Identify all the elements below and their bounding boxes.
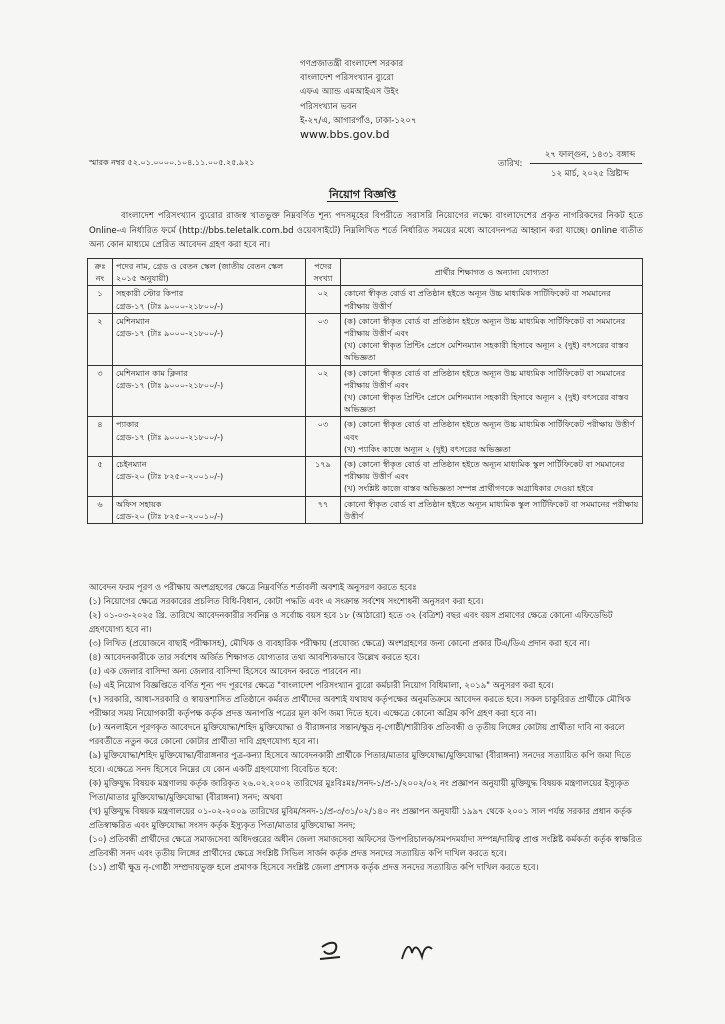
row-post bbox=[113, 417, 306, 457]
row-count: ৭৭ bbox=[306, 496, 341, 523]
requirement-item: কোনো স্বীকৃত বোর্ড বা প্রতিষ্ঠান হইতে অন্যূন মাধ্যমিক স্কুল সার্টিফিকেট বা সমমানের পরীক্ষায় উত্তীর্ণ bbox=[344, 498, 639, 521]
requirement-item: (ক) কোনো স্বীকৃত বোর্ড বা প্রতিষ্ঠান হইতে অন্যূন উচ্চ মাধ্যমিক সার্টিফিকেট বা সমমানের পরীক্ষায় উত্তীর্ণ এবং bbox=[344, 315, 626, 339]
row-count: ০৩ bbox=[306, 313, 341, 365]
post-grade: গ্রেড-১৭ (টাঃ ৯০০০-২১৮০০/-) bbox=[116, 328, 224, 339]
row-requirements bbox=[341, 313, 643, 365]
post-grade: গ্রেড-১৭ (টাঃ ৯০০০-২১৮০০/-) bbox=[116, 431, 224, 442]
row-sl: ৩ bbox=[88, 365, 113, 417]
notice-title bbox=[0, 186, 725, 205]
table-row bbox=[88, 286, 643, 313]
handwritten-initials-icon bbox=[318, 937, 438, 967]
office-header bbox=[300, 57, 500, 142]
row-post bbox=[113, 286, 306, 313]
conditions-intro: আবেদন ফরম পূরণ ও পরীক্ষায় অংশগ্রহণের ক্ষেত্রে নিম্নবর্ণিত শর্তাবলী অবশ্যই অনুসরণ করতে হবেঃ bbox=[89, 582, 417, 592]
condition-item: (১) নিয়োগের ক্ষেত্রে সরকারের প্রচলিত বিধি-বিধান, কোটা পদ্ধতি এবং এ সংক্রান্ত সর্বশেষ সংশোধনী অনুসরণ করা হবে। bbox=[89, 596, 484, 606]
post-grade: গ্রেড-১৭ (টাঃ ৯০০০-২১৮০০/-) bbox=[116, 379, 224, 390]
memo-number: স্মারক নম্বর ৫২.০১.০০০০.১০৪.১১.০০৫.২৫.৯২১ bbox=[89, 158, 255, 167]
post-name: প্যাকার bbox=[116, 419, 139, 430]
header-requirements: প্রার্থীর শিক্ষাগত ও অন্যান্য যোগ্যতা bbox=[341, 259, 643, 286]
condition-item: (খ) মুক্তিযুদ্ধ বিষয়ক মন্ত্রণালয়ের ০১-০২-২০০৯ তারিখের মুবিম/সনদ-১/প্র-৩/৩১/০২/১৪০ নং প্রজ্ঞাপন অনুযায়ী ১৯৯৭ থেকে ২০০১ সাল পর্যন্ত সরকার প্রধান কর্তৃক প্রতিস্বাক্ষরিত এবং মুক্তিযোদ্ধা সংসদ কর্তৃক ইস্যুকৃত পিতা/মাতার মুক্তিযোদ্ধা সনদ; bbox=[89, 806, 632, 830]
posts-table bbox=[87, 258, 643, 524]
condition-item: (৭) সরকারি, আধা-সরকারি ও স্বায়ত্তশাসিত প্রতিষ্ঠানে কর্মরত প্রার্থীদের অবশ্যই যথাযথ কর্তৃপক্ষের অনুমতিক্রমে আবেদন করতে হবে। সকল চাকুরিরত প্রার্থীকে মৌখিক পরীক্ষার সময় নিয়োগকারী কর্তৃপক্ষ কর্তৃক প্রদত্ত অনাপত্তি পত্রের মূল কপি জমা দিতে হবে। এক্ষেত্রে কোনো অগ্রিম কপি গ্রহণ করা হবে না। bbox=[89, 694, 631, 718]
row-sl: ৬ bbox=[88, 496, 113, 523]
requirement-item: (খ) সংশ্লিষ্ট কাজে বাস্তব অভিজ্ঞতা সম্পন্ন প্রার্থীগণকে অগ্রাধিকার দেওয়া হইবে bbox=[344, 483, 594, 494]
header-line: এফএ অ্যান্ড এমআইএস উইং bbox=[300, 87, 399, 98]
row-requirements bbox=[341, 365, 643, 417]
requirement-item: (ক) কোনো স্বীকৃত বোর্ড বা প্রতিষ্ঠান হইতে অন্যূন মাধ্যমিক স্কুল সার্টিফিকেট বা সমমানের পরীক্ষায় উত্তীর্ণ এবং bbox=[344, 459, 625, 482]
row-count: ০৩ bbox=[306, 417, 341, 457]
requirement-item: (ক) কোনো স্বীকৃত বোর্ড বা প্রতিষ্ঠান হইতে অন্যূন উচ্চ মাধ্যমিক সার্টিফিকেট বা সমমানের পরীক্ষায় উত্তীর্ণ এবং bbox=[344, 367, 626, 390]
requirement-item: কোনো স্বীকৃত বোর্ড বা প্রতিষ্ঠান হইতে অন্যূন উচ্চ মাধ্যমিক সার্টিফিকেট বা সমমানের পরীক্ষায় উত্তীর্ণ bbox=[344, 288, 611, 311]
header-line: গণপ্রজাতন্ত্রী বাংলাদেশ সরকার bbox=[300, 59, 404, 69]
row-sl: ৪ bbox=[88, 417, 113, 457]
row-count: ১৭৯ bbox=[306, 457, 341, 497]
row-sl: ২ bbox=[88, 313, 113, 365]
header-line: ই-২৭/এ, আগারগাঁও, ঢাকা-১২০৭ bbox=[300, 115, 417, 126]
table-row bbox=[88, 496, 643, 523]
condition-item: (৪) আবেদনকারীকে তার সর্বশেষ অর্জিত শিক্ষাগত যোগ্যতার তথ্য আবশ্যিকভাবে উল্লেখ করতে হবে। bbox=[89, 652, 420, 662]
row-requirements bbox=[341, 286, 643, 313]
header-line: বাংলাদেশ পরিসংখ্যান ব্যুরো bbox=[300, 73, 394, 84]
header-sl: ক্রঃ নং bbox=[88, 259, 113, 286]
row-post bbox=[113, 457, 306, 497]
row-requirements bbox=[341, 496, 643, 523]
requirement-item: (খ) কোনো স্বীকৃত প্রিন্টিং প্রেসে মেশিনম্যান সহকারী হিসাবে অন্যূন ২ (দুই) বৎসরের বাস্তব অভিজ্ঞতা bbox=[344, 340, 629, 363]
row-post bbox=[113, 496, 306, 523]
condition-item: (৫) এক জেলার বাসিন্দা অন্য জেলার বাসিন্দা হিসেবে আবেদন করতে পারবেন না। bbox=[89, 666, 362, 676]
row-sl: ৫ bbox=[88, 457, 113, 497]
post-grade: গ্রেড-২০ (টাঃ ৮২৫০-২০০১০/-) bbox=[116, 471, 224, 482]
date-english: ১২ মার্চ, ২০২৫ খ্রিষ্টাব্দ bbox=[550, 169, 629, 179]
post-name: চেইনম্যান bbox=[116, 459, 147, 470]
condition-item: (৬) এই নিয়োগ বিজ্ঞপ্তিতে বর্ণিত শূন্য পদ পূরণের ক্ষেত্রে "বাংলাদেশ পরিসংখ্যান ব্যুরো কর্মচারী নিয়োগ বিধিমালা, ২০১৯" অনুসরণ করা হবে। bbox=[89, 680, 554, 690]
table-row bbox=[88, 313, 643, 365]
condition-item: (৯) মুক্তিযোদ্ধা/শহিদ মুক্তিযোদ্ধা/বীরাঙ্গনার পুত্র-কন্যা হিসেবে আবেদনকারী প্রার্থীকে পিতার/মাতার মুক্তিযোদ্ধা/মুক্তিযোদ্ধা (বীরাঙ্গনা) সনদের সত্যায়িত কপি জমা দিতে হবে। এক্ষেত্রে সনদ হিসেবে নিম্নের যে কোন একটি গ্রহণযোগ্য বিবেচিত হবে: bbox=[89, 750, 631, 774]
date-divider bbox=[530, 163, 642, 164]
table-header-row bbox=[88, 259, 643, 286]
row-post bbox=[113, 365, 306, 417]
requirement-item: (খ) প্যাকিং কাজে অন্যূন ২ (দুই) বৎসরের অভিজ্ঞতা bbox=[344, 443, 511, 454]
intro-paragraph: বাংলাদেশ পরিসংখ্যান ব্যুরোর রাজস্ব খাতভুক্ত নিম্নবর্ণিত শূন্য পদসমূহের বিপরীতে সরাসরি নিয়োগের লক্ষ্যে বাংলাদেশের প্রকৃত নাগরিকদের নিকট হতে Online-এ নির্ধারিত ফর্মে (http://bbs.teletalk.com.bd ওয়েবসাইটে) নিম্নলিখিত শর্তে নির্ধারিত সময়ের মধ্যে আবেদনপত্র আহ্বান করা যাচ্ছে। online ব্যতীত অন্য কোন মাধ্যমে প্রেরিত আবেদন গ্রহণ করা হবে না। bbox=[89, 211, 643, 250]
condition-item: (৩) লিখিত (প্রয়োজনে বাছাই পরীক্ষাসহ), মৌখিক ও ব্যবহারিক পরীক্ষায় (প্রযোজ্য ক্ষেত্রে) অংশগ্রহণের জন্য কোনো প্রকার টিএ/ডিএ প্রদান করা হবে না। bbox=[89, 638, 590, 648]
condition-item: (ক) মুক্তিযুদ্ধ বিষয়ক মন্ত্রণালয় কর্তৃক জারিকৃত ২৬.০২.২০০২ তারিখের মুঃবিঃমঃ/সনদ-১/প্র-১/২০০২/০২ নং প্রজ্ঞাপন অনুযায়ী মুক্তিযুদ্ধ বিষয়ক মন্ত্রণালয়ের ইস্যুকৃত পিতা/মাতার মুক্তিযোদ্ধা/মুক্তিযোদ্ধা (বীরাঙ্গনা) সনদ; অথবা bbox=[89, 778, 630, 802]
date-bangla: ২৭ ফাল্গুন, ১৪৩১ বঙ্গাব্দ bbox=[544, 150, 636, 160]
requirement-item: (ক) কোনো স্বীকৃত বোর্ড বা প্রতিষ্ঠান হইতে অন্যূন উচ্চ মাধ্যমিক সার্টিফিকেট পরীক্ষায় উত্তীর্ণ এবং bbox=[344, 419, 635, 442]
row-count: ০২ bbox=[306, 365, 341, 417]
row-count: ০২ bbox=[306, 286, 341, 313]
website-url: www.bbs.gov.bd bbox=[300, 128, 390, 142]
post-grade: গ্রেড-২০ (টাঃ ৮২৫০-২০০১০/-) bbox=[116, 510, 224, 521]
requirement-item: (খ) কোনো স্বীকৃত প্রিন্টিং প্রেসে মেশিনম্যান সহকারী হিসাবে অন্যূন ২ (দুই) বৎসরের বাস্তব অভিজ্ঞতা bbox=[344, 392, 629, 415]
conditions-list bbox=[89, 580, 643, 874]
row-requirements bbox=[341, 457, 643, 497]
header-post-name: পদের নাম, গ্রেড ও বেতন স্কেল (জাতীয় বেতন স্কেল ২০১৫ অনুযায়ী) bbox=[113, 259, 306, 286]
condition-item: (১০) প্রতিবন্ধী প্রার্থীদের ক্ষেত্রে সমাজসেবা অধিদপ্তরের অধীন জেলা সমাজসেবা অফিসের উপপরিচালক/সমপদমর্যাদা সম্পন্ন/দায়িত্ব প্রাপ্ত সংশ্লিষ্ট কর্মকর্তা কর্তৃক স্বাক্ষরিত প্রতিবন্ধী সনদ এবং তৃতীয় লিঙ্গের প্রার্থীদের ক্ষেত্রে সংশ্লিষ্ট সিভিল সার্জন কর্তৃক প্রদত্ত সনদের সত্যায়িত কপি দাখিল করতে হবে। bbox=[89, 834, 642, 858]
row-requirements bbox=[341, 417, 643, 457]
table-row bbox=[88, 457, 643, 497]
header-post-count: পদের সংখ্যা bbox=[306, 259, 341, 286]
table-row bbox=[88, 417, 643, 457]
post-grade: গ্রেড-১৭ (টাঃ ৯০০০-২১৮০০/-) bbox=[116, 300, 224, 311]
post-name: অফিস সহায়ক bbox=[116, 498, 162, 509]
condition-item: (২) ০১-০৩-২০২৫ খ্রি. তারিখে আবেদনকারীর সর্বনিম্ন ও সর্বোচ্চ বয়স হবে ১৮ (আঠারো) হতে ৩২ (বত্রিশ) বছর এবং বয়স প্রমাণের ক্ষেত্রে কোনো এফিডেভিট গ্রহণযোগ্য হবে না। bbox=[89, 610, 613, 634]
post-name: সহকারী স্টোর কিপার bbox=[116, 288, 184, 299]
row-sl: ১ bbox=[88, 286, 113, 313]
post-name: মেশিনম্যান bbox=[116, 315, 150, 326]
date-label: তারিখ: bbox=[498, 159, 523, 169]
row-post bbox=[113, 313, 306, 365]
condition-item: (৮) অনলাইনে পূরণকৃত আবেদনে মুক্তিযোদ্ধা/শহিদ মুক্তিযোদ্ধা ও বীরাঙ্গনার সন্তান/ক্ষুদ্র নৃ-গোষ্ঠী/শারীরিক প্রতিবন্ধী ও তৃতীয় লিঙ্গের কোটায় প্রার্থীতা দাবি না করলে পরবর্তীতে নতুন করে কোনো কোটার প্রার্থীতা দাবি গ্রহণযোগ্য হবে না। bbox=[89, 722, 625, 746]
post-name: মেশিনম্যান কাম ক্লিনার bbox=[116, 367, 188, 378]
header-line: পরিসংখ্যান ভবন bbox=[300, 101, 357, 112]
condition-item: (১১) প্রার্থী ক্ষুদ্র নৃ-গোষ্ঠী সম্প্রদায়ভুক্ত হলে প্রমাণক হিসেবে সংশ্লিষ্ট জেলা প্রশাসক কর্তৃক প্রদত্ত সনদের সত্যায়িত কপি দাখিল করতে হবে। bbox=[89, 862, 539, 872]
table-row bbox=[88, 365, 643, 417]
notice-title-text: নিয়োগ বিজ্ঞপ্তি bbox=[329, 188, 396, 201]
